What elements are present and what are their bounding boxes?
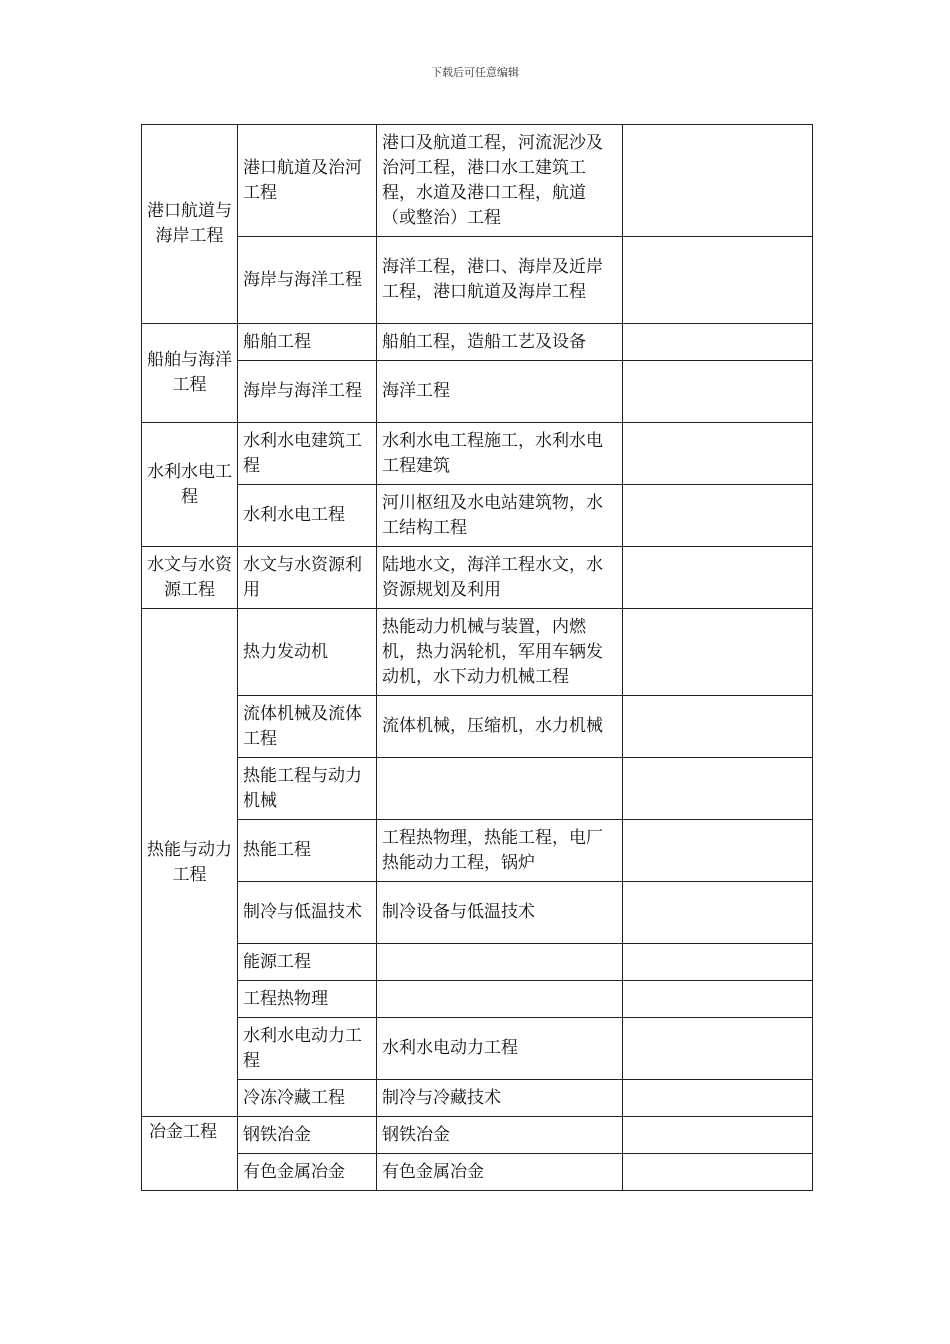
related-cell [377,758,623,820]
category-cell: 水文与水资源工程 [142,547,238,609]
major-cell: 热力发动机 [238,609,377,696]
category-cell: 船舶与海洋工程 [142,324,238,423]
related-cell: 流体机械，压缩机，水力机械 [377,696,623,758]
related-cell: 船舶工程，造船工艺及设备 [377,324,623,361]
major-cell: 钢铁冶金 [238,1117,377,1154]
related-cell: 制冷与冷藏技术 [377,1080,623,1117]
page-header: 下载后可任意编辑 [431,66,519,79]
category-cell: 港口航道与海岸工程 [142,125,238,324]
table-row [142,547,813,609]
related-cell [377,981,623,1018]
related-cell: 海洋工程，港口、海岸及近岸工程，港口航道及海岸工程 [377,237,623,324]
note-cell [623,485,813,547]
note-cell [623,696,813,758]
table-row [142,361,813,423]
table-row [142,981,813,1018]
related-cell: 工程热物理，热能工程，电厂热能动力工程，锅炉 [377,820,623,882]
related-cell: 河川枢纽及水电站建筑物，水工结构工程 [377,485,623,547]
related-cell: 海洋工程 [377,361,623,423]
major-cell: 水利水电工程 [238,485,377,547]
note-cell [623,981,813,1018]
table-row [142,423,813,485]
major-cell: 水利水电建筑工程 [238,423,377,485]
major-cell: 海岸与海洋工程 [238,237,377,324]
related-cell: 有色金属冶金 [377,1154,623,1191]
major-cell: 能源工程 [238,944,377,981]
note-cell [623,125,813,237]
note-cell [623,324,813,361]
major-cell: 水利水电动力工程 [238,1018,377,1080]
major-cell: 流体机械及流体工程 [238,696,377,758]
major-cell: 热能工程 [238,820,377,882]
table-row [142,609,813,696]
note-cell [623,1117,813,1154]
related-cell: 制冷设备与低温技术 [377,882,623,944]
related-cell: 热能动力机械与装置，内燃机，热力涡轮机，军用车辆发动机，水下动力机械工程 [377,609,623,696]
note-cell [623,361,813,423]
major-cell: 冷冻冷藏工程 [238,1080,377,1117]
table-row [142,1117,813,1154]
note-cell [623,547,813,609]
table-row [142,1018,813,1080]
category-cell: 热能与动力工程 [142,609,238,1117]
major-cell: 港口航道及治河工程 [238,125,377,237]
related-cell: 港口及航道工程，河流泥沙及治河工程，港口水工建筑工程，水道及港口工程，航道（或整治）工程 [377,125,623,237]
table-row [142,324,813,361]
major-cell: 工程热物理 [238,981,377,1018]
related-cell [377,944,623,981]
note-cell [623,1018,813,1080]
major-cell: 有色金属冶金 [238,1154,377,1191]
table-row [142,820,813,882]
major-cell: 水文与水资源利用 [238,547,377,609]
table-row [142,1154,813,1191]
major-table [141,124,813,1191]
related-cell: 陆地水文，海洋工程水文，水资源规划及利用 [377,547,623,609]
category-cell: 水利水电工程 [142,423,238,547]
table-row [142,882,813,944]
major-cell: 制冷与低温技术 [238,882,377,944]
note-cell [623,237,813,324]
table-row [142,944,813,981]
table-row [142,1080,813,1117]
table-row [142,237,813,324]
note-cell [623,820,813,882]
related-cell: 钢铁冶金 [377,1117,623,1154]
note-cell [623,1154,813,1191]
note-cell [623,423,813,485]
category-cell: 冶金工程 [142,1117,238,1191]
note-cell [623,944,813,981]
table-row [142,125,813,237]
related-cell: 水利水电工程施工，水利水电工程建筑 [377,423,623,485]
major-cell: 海岸与海洋工程 [238,361,377,423]
note-cell [623,1080,813,1117]
note-cell [623,882,813,944]
major-cell: 热能工程与动力机械 [238,758,377,820]
table-row [142,758,813,820]
table-row [142,485,813,547]
related-cell: 水利水电动力工程 [377,1018,623,1080]
note-cell [623,758,813,820]
note-cell [623,609,813,696]
major-cell: 船舶工程 [238,324,377,361]
table-row [142,696,813,758]
